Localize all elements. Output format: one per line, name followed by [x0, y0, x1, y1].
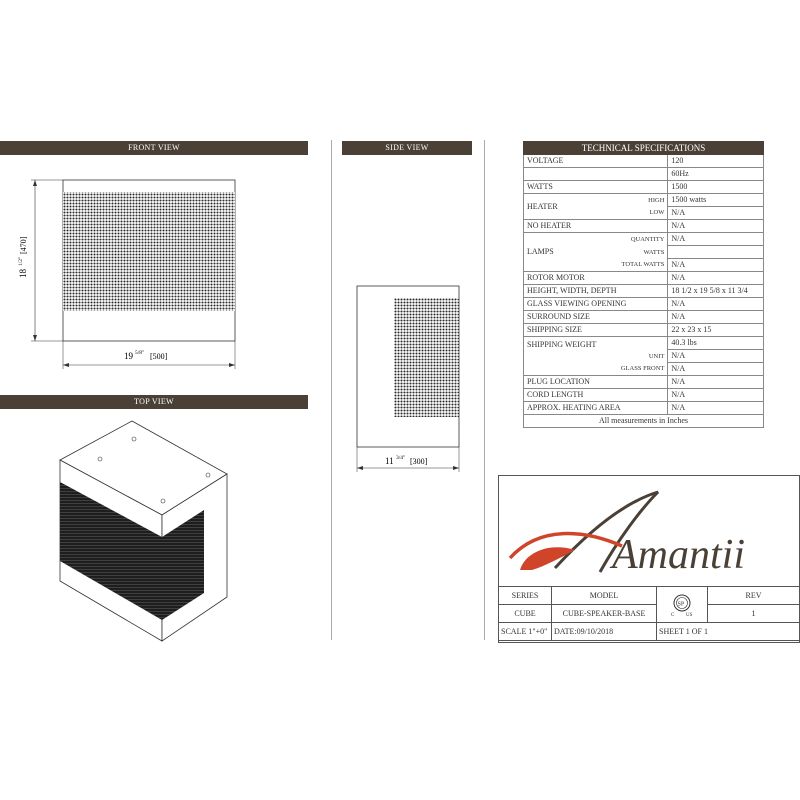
- unit-label: UNIT: [611, 350, 668, 363]
- side-depth-frac: 3/4": [396, 455, 406, 461]
- front-width-frac: 5/8": [135, 350, 145, 356]
- area-value: N/A: [668, 402, 764, 415]
- glass-label: GLASS VIEWING OPENING: [524, 298, 668, 311]
- heater-high-label: HIGH: [611, 194, 668, 207]
- side-view-drawing: [340, 280, 480, 480]
- rotor-label: ROTOR MOTOR: [524, 272, 668, 285]
- rotor-value: N/A: [668, 272, 764, 285]
- front-view-drawing: [0, 160, 320, 380]
- lamps-watts-label: WATTS: [611, 246, 668, 259]
- heater-low-value: N/A: [668, 207, 764, 220]
- brand-logo-text: Amantii: [612, 532, 745, 578]
- no-heater-label: NO HEATER: [524, 220, 668, 233]
- shipsize-value: 22 x 23 x 15: [668, 324, 764, 337]
- side-view-header: SIDE VIEW: [342, 141, 472, 155]
- surround-label: SURROUND SIZE: [524, 311, 668, 324]
- plug-label: PLUG LOCATION: [524, 376, 668, 389]
- cert-us: US: [686, 612, 693, 618]
- front-view-header: FRONT VIEW: [0, 141, 308, 155]
- glassfront-value: N/A: [668, 363, 764, 376]
- top-view-drawing: [40, 415, 240, 645]
- side-grille: [394, 298, 459, 417]
- spec-footer: All measurements in Inches: [524, 415, 764, 428]
- shipsize-label: SHIPPING SIZE: [524, 324, 668, 337]
- shipweight-value: 40.3 lbs: [668, 337, 764, 350]
- rev-label: REV: [708, 587, 800, 605]
- unit-value: N/A: [668, 350, 764, 363]
- rev-value: 1: [708, 605, 800, 623]
- no-heater-value: N/A: [668, 220, 764, 233]
- cert-c: C: [671, 612, 675, 618]
- divider-left: [331, 140, 332, 640]
- date-text: DATE:09/10/2018: [552, 623, 657, 641]
- top-view-header: TOP VIEW: [0, 395, 308, 409]
- heater-low-label: LOW: [611, 207, 668, 220]
- front-height-metric: [470]: [19, 236, 28, 254]
- cord-value: N/A: [668, 389, 764, 402]
- watts-value: 1500: [668, 181, 764, 194]
- glassfront-label: GLASS FRONT: [611, 363, 668, 376]
- lamps-qty-value: N/A: [668, 233, 764, 246]
- surround-value: N/A: [668, 311, 764, 324]
- front-grille: [63, 192, 235, 311]
- series-label: SERIES: [499, 587, 552, 605]
- cert-mark: SP: [677, 601, 685, 607]
- lamps-watts-value: [668, 246, 764, 259]
- area-label: APPROX. HEATING AREA: [524, 402, 668, 415]
- plug-value: N/A: [668, 376, 764, 389]
- hwd-label: HEIGHT, WIDTH, DEPTH: [524, 285, 668, 298]
- front-height-whole: 18: [18, 269, 28, 278]
- cert-icon: [657, 587, 708, 623]
- watts-label: WATTS: [524, 181, 668, 194]
- shipweight-label: SHIPPING WEIGHT: [524, 337, 611, 376]
- voltage-value: 120: [668, 155, 764, 168]
- heater-label: HEATER: [524, 194, 611, 220]
- scale-text: SCALE 1"+0": [499, 623, 552, 641]
- side-depth-metric: [300]: [410, 457, 428, 466]
- lamps-total-value: N/A: [668, 259, 764, 272]
- brand-logo: [500, 480, 798, 584]
- front-width-metric: [500]: [150, 352, 168, 361]
- hz-value: 60Hz: [668, 168, 764, 181]
- spec-table: [523, 141, 764, 428]
- heater-high-value: 1500 watts: [668, 194, 764, 207]
- side-depth-whole: 11: [385, 456, 394, 466]
- hwd-value: 18 1/2 x 19 5/8 x 11 3/4: [668, 285, 764, 298]
- title-block-table: [498, 586, 800, 641]
- divider-right: [484, 140, 485, 640]
- model-label: MODEL: [552, 587, 657, 605]
- front-height-frac: 1/2": [18, 256, 24, 266]
- cord-label: CORD LENGTH: [524, 389, 668, 402]
- model-value: CUBE-SPEAKER-BASE: [552, 605, 657, 623]
- lamps-label: LAMPS: [524, 233, 611, 272]
- front-width-whole: 19: [124, 351, 133, 361]
- glass-value: N/A: [668, 298, 764, 311]
- spec-title: TECHNICAL SPECIFICATIONS: [524, 142, 764, 155]
- lamps-total-label: TOTAL WATTS: [611, 259, 668, 272]
- sheet-text: SHEET 1 OF 1: [657, 623, 800, 641]
- voltage-label: VOLTAGE: [524, 155, 668, 168]
- series-value: CUBE: [499, 605, 552, 623]
- lamps-qty-label: QUANTITY: [611, 233, 668, 246]
